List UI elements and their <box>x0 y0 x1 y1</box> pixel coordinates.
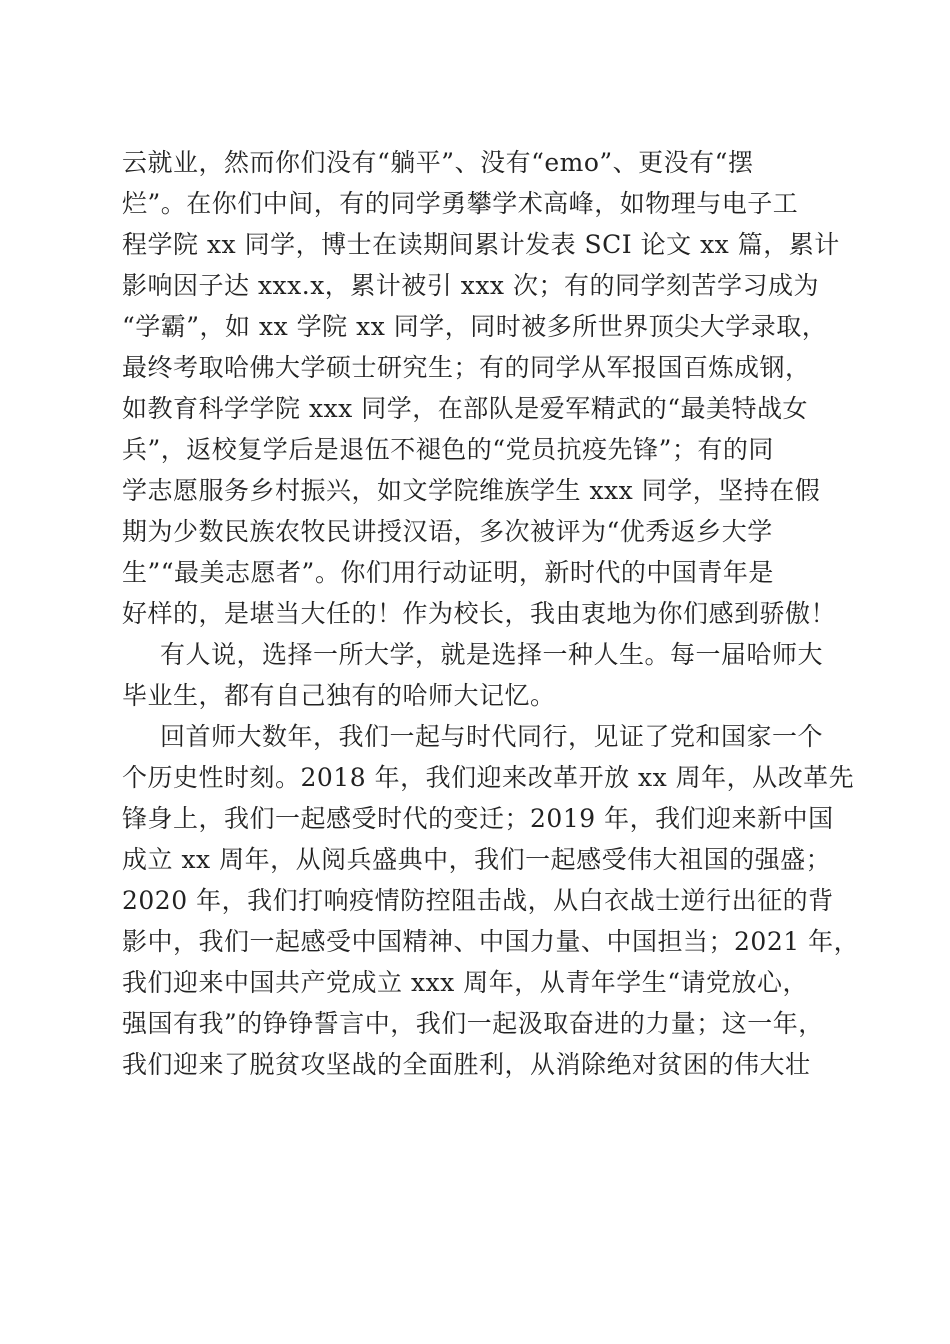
text-line: 最终考取哈佛大学硕士研究生；有的同学从军报国百炼成钢， <box>122 353 811 382</box>
text-line: 程学院 xx 同学，博士在读期间累计发表 SCI 论文 xx 篇，累计 <box>122 230 840 259</box>
text-line: 有人说，选择一所大学，就是选择一种人生。每一届哈师大 <box>160 640 824 669</box>
text-line: 兵”，返校复学后是退伍不褪色的“党员抗疫先锋”；有的同 <box>122 435 774 464</box>
text-line: 回首师大数年，我们一起与时代同行，见证了党和国家一个 <box>160 722 824 751</box>
text-line: 期为少数民族农牧民讲授汉语，多次被评为“优秀返乡大学 <box>122 517 773 546</box>
text-line: 我们迎来中国共产党成立 xxx 周年，从青年学生“请党放心， <box>122 968 808 997</box>
text-line: 云就业，然而你们没有“躺平”、没有“emo”、更没有“摆 <box>122 148 754 177</box>
text-line: 2020 年，我们打响疫情防控阻击战，从白衣战士逆行出征的背 <box>122 886 834 915</box>
text-line: 强国有我”的铮铮誓言中，我们一起汲取奋进的力量；这一年， <box>122 1009 824 1038</box>
text-line: 烂”。在你们中间，有的同学勇攀学术高峰，如物理与电子工 <box>122 189 799 218</box>
text-line: “学霸”，如 xx 学院 xx 同学，同时被多所世界顶尖大学录取， <box>122 312 828 341</box>
text-line: 成立 xx 周年，从阅兵盛典中，我们一起感受伟大祖国的强盛； <box>122 845 832 874</box>
text-line: 影中，我们一起感受中国精神、中国力量、中国担当；2021 年， <box>122 927 860 956</box>
text-line: 生”“最美志愿者”。你们用行动证明，新时代的中国青年是 <box>122 558 774 587</box>
text-line: 如教育科学学院 xxx 同学，在部队是爱军精武的“最美特战女 <box>122 394 808 423</box>
text-line: 我们迎来了脱贫攻坚战的全面胜利，从消除绝对贫困的伟大壮 <box>122 1050 811 1079</box>
text-line: 好样的，是堪当大任的！作为校长，我由衷地为你们感到骄傲！ <box>122 599 837 628</box>
text-line: 锋身上，我们一起感受时代的变迁；2019 年，我们迎来新中国 <box>122 804 834 833</box>
text-line: 学志愿服务乡村振兴，如文学院维族学生 xxx 同学，坚持在假 <box>122 476 821 505</box>
text-line: 影响因子达 xxx.x，累计被引 xxx 次；有的同学刻苦学习成为 <box>122 271 819 300</box>
text-line: 毕业生，都有自己独有的哈师大记忆。 <box>122 681 556 710</box>
text-line: 个历史性时刻。2018 年，我们迎来改革开放 xx 周年，从改革先 <box>122 763 855 792</box>
